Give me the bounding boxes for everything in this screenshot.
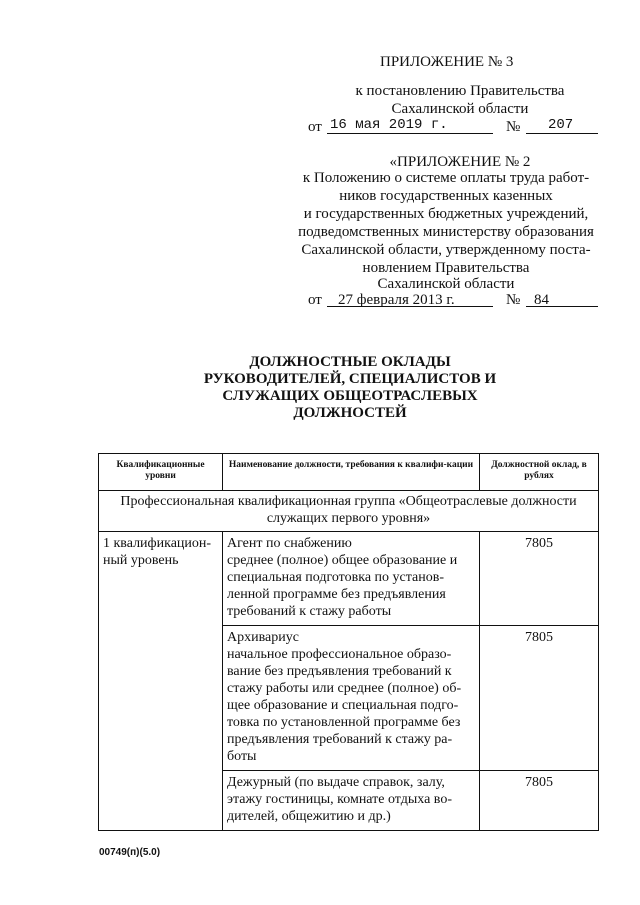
prev-appendix-number-label: № <box>506 292 521 308</box>
salary-cell: 7805 <box>480 626 599 771</box>
doc-title-line-3: ДОЛЖНОСТЕЙ <box>293 405 407 421</box>
doc-title-line-1: РУКОВОДИТЕЛЕЙ, СПЕЦИАЛИСТОВ И <box>203 371 497 387</box>
prev-appendix-line-2: и государственных бюджетных учреждений, <box>303 206 589 222</box>
prev-appendix-date: 27 февраля 2013 г. <box>338 292 455 308</box>
position-name: Архивариус <box>227 630 299 645</box>
salary-table <box>98 453 599 831</box>
prev-appendix-line-0: к Положению о системе оплаты труда работ- <box>302 170 590 186</box>
doc-title-line-2: СЛУЖАЩИХ ОБЩЕОТРАСЛЕВЫХ <box>222 388 478 404</box>
prev-appendix-line-6: Сахалинской области <box>377 276 515 292</box>
prev-appendix-line-1: ников государственных казенных <box>339 188 553 204</box>
group-row <box>99 491 599 532</box>
table-row <box>99 532 599 626</box>
position-name: Агент по снабжению <box>227 536 352 551</box>
salary-cell: 7805 <box>480 532 599 626</box>
appendix-line-1: к постановлению Правительства <box>355 83 565 99</box>
prev-appendix-from-label: от <box>308 292 322 308</box>
appendix-from-label: от <box>308 119 322 135</box>
prev-appendix-line-4: Сахалинской области, утвержденному поста- <box>301 242 591 258</box>
appendix-title: ПРИЛОЖЕНИЕ № 3 <box>380 54 514 70</box>
footer-code: 00749(п)(5.0) <box>99 847 161 858</box>
position-cell <box>223 626 480 771</box>
prev-appendix-line-5: новлением Правительства <box>362 260 530 276</box>
position-cell <box>223 771 480 831</box>
appendix-date-underline <box>327 133 493 134</box>
prev-appendix-line-3: подведомственных министерству образования <box>298 224 594 240</box>
level-cell: 1 квалификацион-ный уровень <box>99 532 223 831</box>
header-salary: Должностной оклад, в рублях <box>480 454 599 491</box>
group-title: Профессиональная квалификационная группа «Общеотраслевые должности служащих первого уровня» <box>99 491 599 532</box>
salary-cell: 7805 <box>480 771 599 831</box>
appendix-number-label: № <box>506 119 521 135</box>
header-level: Квалификационные уровни <box>99 454 223 491</box>
doc-title-line-0: ДОЛЖНОСТНЫЕ ОКЛАДЫ <box>249 354 451 370</box>
position-name: Дежурный (по выдаче справок, залу, этажу гостиницы, комнате отдыха во-дителей, общежитию и др.) <box>227 775 452 824</box>
prev-appendix-number: 84 <box>534 292 549 308</box>
appendix-date: 16 мая 2019 г. <box>330 117 448 133</box>
appendix-line-2: Сахалинской области <box>391 101 529 117</box>
position-requirements: начальное профессиональное образо-вание без предъявления требований к стажу работы или среднее (полное) об-щее образование и специальная подго-товка по установленной программе без предъявления требований к стажу ра-боты <box>227 647 462 764</box>
appendix-number: 207 <box>548 117 574 133</box>
position-cell <box>223 532 480 626</box>
table-header-row <box>99 454 599 491</box>
header-position: Наименование должности, требования к квалифи-кации <box>223 454 480 491</box>
position-requirements: среднее (полное) общее образование и специальная подготовка по установ-ленной программе без предъявления требований к стажу работы <box>227 553 458 619</box>
prev-appendix-title: «ПРИЛОЖЕНИЕ № 2 <box>389 154 531 170</box>
appendix-number-underline <box>526 133 598 134</box>
